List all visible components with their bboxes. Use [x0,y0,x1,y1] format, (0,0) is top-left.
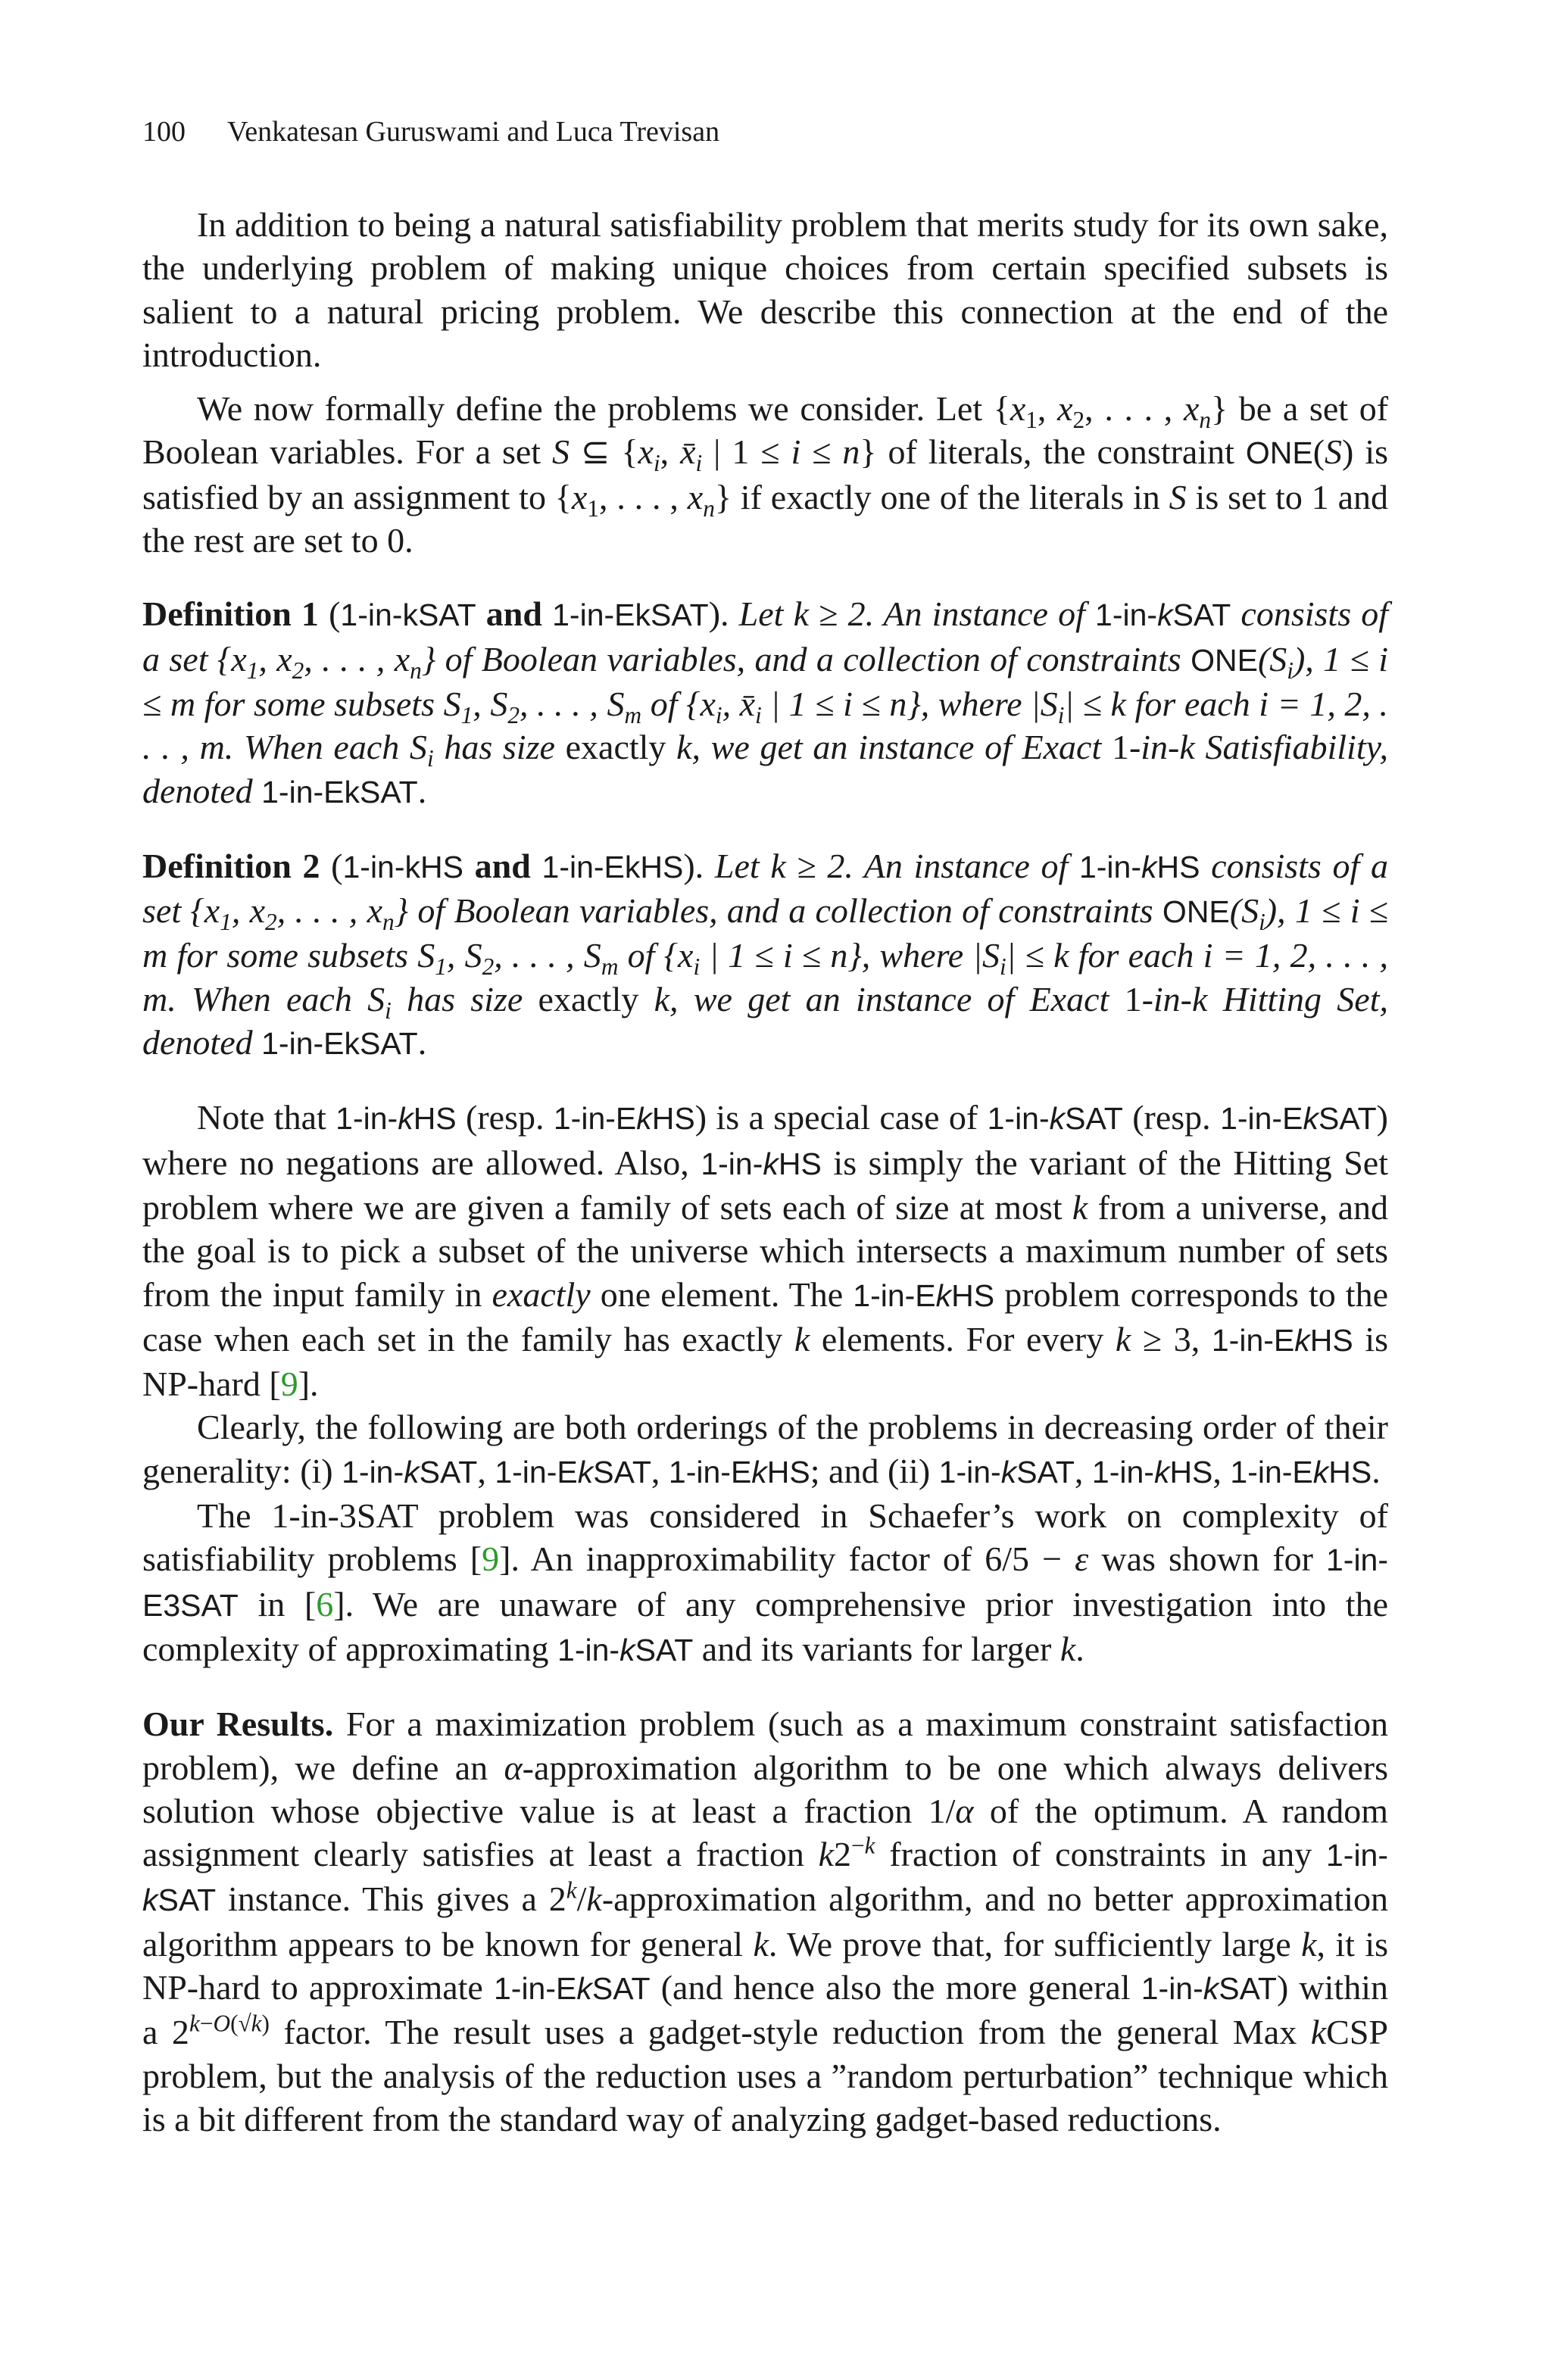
paragraph-orderings: Clearly, the following are both orderings of the problems in decreasing order of their generality: (i) 1-in-kSAT, 1-in-EkSAT, 1-in-EkHS; and (ii) 1-in-kSAT, 1-in-kHS, 1-in-EkHS. [142,1408,1388,1490]
definition-2: Definition 2 (1-in-kHS and 1-in-EkHS). Let k ≥ 2. An instance of 1-in-kHS consists of a set {$x_1$, $x_2$, . . . , $x_n$} of Boolean variables, and a collection of constraints $ONE(S_i)$, 1 ≤ i ≤ m for some subsets $S_1$, $S_2$, . . . , $S_m$ of {$x_i$ | 1 ≤ i ≤ n}, where $|S_i| \le k$ for each i = 1, 2, . . . , m. When each $S_i$ has size exactly k, we get an instance of Exact 1-in-k Hitting Set, denoted 1-in-EkSAT. [142,846,1389,1062]
page-number: 100 [142,116,186,148]
running-header [142,114,719,150]
definition-1-name-b: 1-in-EkSAT [552,597,709,633]
citation-9[interactable]: 9 [280,1365,298,1404]
running-head: Venkatesan Guruswami and Luca Trevisan [227,116,720,148]
definition-1: Definition 1 (1-in-kSAT and 1-in-EkSAT). Let k ≥ 2. An instance of 1-in-kSAT consists of a set {$x_1$, $x_2$, . . . , $x_n$} of Boolean variables, and a collection of constraints $ONE(S_i)$, 1 ≤ i ≤ m for some subsets $S_1$, $S_2$, . . . , $S_m$ of {$x_i$, $x̄_i$ | 1 ≤ i ≤ n}, where $|S_i| \le k$ for each i = 1, 2, . . . , m. When each $S_i$ has size exactly k, we get an instance of Exact 1-in-k Satisfiability, denoted 1-in-EkSAT. [142,594,1389,810]
definition-1-name-a: 1-in-kSAT [340,597,476,633]
definition-1-final: 1-in-EkSAT [261,774,418,809]
page-body [142,203,1388,2141]
definition-2-name-a: 1-in-kHS [342,849,463,884]
paragraph-intro: In addition to being a natural satisfiability problem that merits study for its own sake, the underlying problem of making unique choices from certain specified subsets is salient to a natural pricing problem. We describe this connection at the end of the introduction. [142,205,1388,374]
definition-2-name-b: 1-in-EkHS [541,849,684,884]
citation-6[interactable]: 6 [316,1584,334,1624]
paragraph-prior-work: The 1-in-3SAT problem was considered in Schaefer’s work on complexity of satisfiability problems [9]. An inapproximability factor of 6/5 − ε was shown for 1-in-E3SAT in [6]. We are unaware of any comprehensive prior investigation into the complexity of approximating 1-in-kSAT and its variants for larger k. [142,1496,1389,1668]
our-results-heading: Our Results. [142,1705,334,1744]
definition-2-final: 1-in-EkSAT [261,1026,418,1062]
definition-2-label: Definition 2 [142,846,320,885]
paragraph-our-results: Our Results. For a maximization problem (such as a maximum constraint satisfaction problem), we define an α-approximation algorithm to be one which always delivers solution whose objective value is at least a fraction 1/α of the optimum. A random assignment clearly satisfies at least a fraction $k2^{-k}$ fraction of constraints in any 1-in-kSAT instance. This gives a 2$^k$/k-approximation algorithm, and no better approximation algorithm appears to be known for general k. We prove that, for sufficiently large k, it is NP-hard to approximate 1-in-EkSAT (and hence also the more general 1-in-kSAT) within a $2^{k-O(√k)}$ factor. The result uses a gadget-style reduction from the general Max kCSP problem, but the analysis of the reduction uses a ”random perturbation” technique which is a bit different from the standard way of analyzing gadget-based reductions. [142,1705,1389,2138]
paragraph-note: Note that 1-in-kHS (resp. 1-in-EkHS) is a special case of 1-in-kSAT (resp. 1-in-EkSAT) where no negations are allowed. Also, 1-in-kHS is simply the variant of the Hitting Set problem where we are given a family of sets each of size at most k from a universe, and the goal is to pick a subset of the universe which intersects a maximum number of sets from the input family in exactly one element. The 1-in-EkHS problem corresponds to the case when each set in the family has exactly k elements. For every k ≥ 3, 1-in-EkHS is NP-hard [9]. [142,1098,1389,1404]
paragraph-problem-definition: We now formally define the problems we consider. Let {$x_1$, $x_2$, . . . , $x_n$} be a set of Boolean variables. For a set S ⊆ {$x_i$, $x̄_i$ | 1 ≤ i ≤ n} of literals, the constraint ONE(S) is satisfied by an assignment to {$x_1$, . . . , $x_n$} if exactly one of the literals in S is set to 1 and the rest are set to 0. [142,389,1389,560]
definition-1-label: Definition 1 [142,594,319,634]
